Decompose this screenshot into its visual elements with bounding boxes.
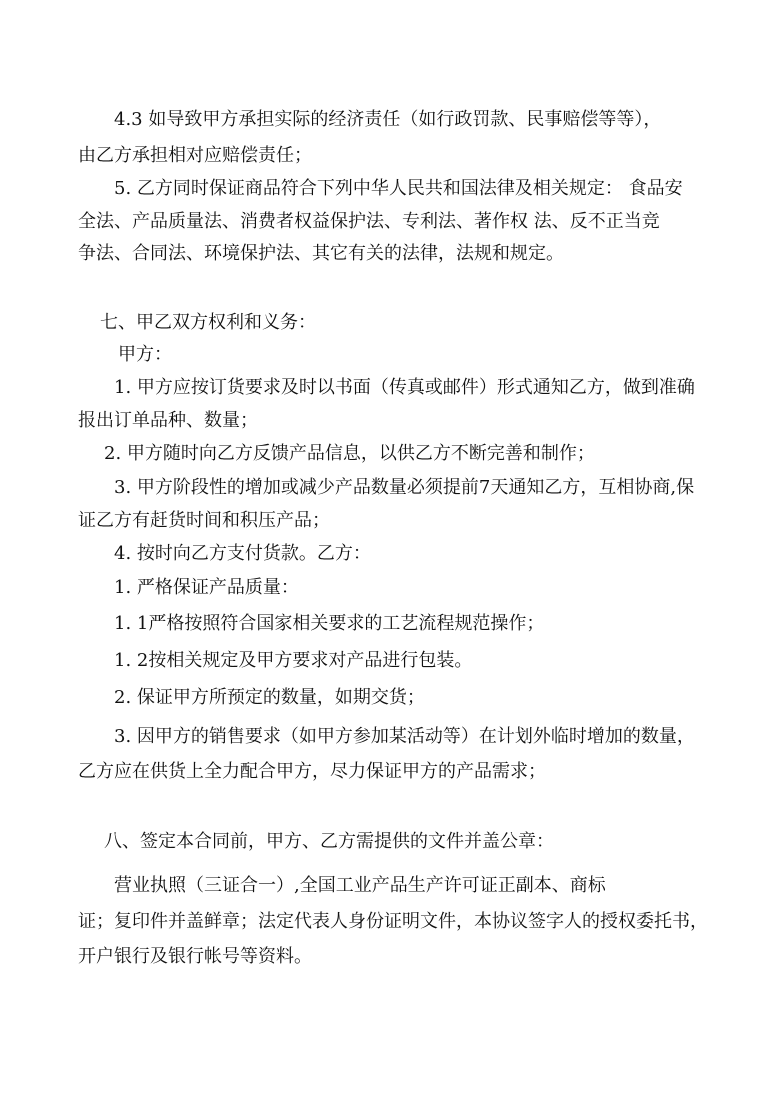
party-a-label: 甲方： <box>118 344 172 365</box>
section-8-heading: 八、签定本合同前，甲方、乙方需提供的文件并盖公章： <box>104 831 554 852</box>
section-7-heading: 七、甲乙双方权利和义务： <box>100 312 316 333</box>
party-b-item-1-1: 1. 1严格按照符合国家相关要求的工艺流程规范操作； <box>114 613 545 634</box>
party-a-item-3-line-2: 证乙方有赶货时间和积压产品； <box>78 510 330 531</box>
clause-5-line-1: 5. 乙方同时保证商品符合下列中华人民共和国法律及相关规定： 食品安 <box>114 178 683 199</box>
clause-4-3-line-1: 4.3 如导致甲方承担实际的经济责任（如行政罚款、民事赔偿等等）， <box>114 109 662 130</box>
section-8-line-3: 开户银行及银行帐号等资料。 <box>78 946 312 967</box>
party-b-item-1-2: 1. 2按相关规定及甲方要求对产品进行包装。 <box>114 650 473 671</box>
party-b-item-2: 2. 保证甲方所预定的数量，如期交货； <box>114 687 425 708</box>
clause-5-line-3: 争法、合同法、环境保护法、其它有关的法律，法规和规定。 <box>78 243 564 264</box>
party-a-item-1-line-1: 1. 甲方应按订货要求及时以书面（传真或邮件）形式通知乙方，做到准确 <box>114 377 695 398</box>
section-8-line-2: 证；复印件并盖鲜章；法定代表人身份证明文件，本协议签字人的授权委托书， <box>78 911 708 932</box>
clause-5-line-2: 全法、产品质量法、消费者权益保护法、专利法、著作权 法、反不正当竞 <box>78 211 660 232</box>
party-a-item-2: 2. 甲方随时向乙方反馈产品信息，以供乙方不断完善和制作； <box>104 443 595 464</box>
party-a-item-1-line-2: 报出订单品种、数量； <box>78 410 258 431</box>
section-8-line-1: 营业执照（三证合一）,全国工业产品生产许可证正副本、商标 <box>114 875 606 896</box>
clause-4-3-line-2: 由乙方承担相对应赔偿责任； <box>78 145 312 166</box>
party-b-item-1: 1. 严格保证产品质量： <box>114 577 299 598</box>
party-b-item-3-line-2: 乙方应在供货上全力配合甲方，尽力保证甲方的产品需求； <box>78 761 546 782</box>
party-a-item-3-line-1: 3. 甲方阶段性的增加或减少产品数量必须提前7天通知乙方，互相协商,保 <box>114 477 695 498</box>
party-a-item-4: 4. 按时向乙方支付货款。乙方： <box>114 543 371 564</box>
party-b-item-3-line-1: 3. 因甲方的销售要求（如甲方参加某活动等）在计划外临时增加的数量， <box>114 726 695 747</box>
